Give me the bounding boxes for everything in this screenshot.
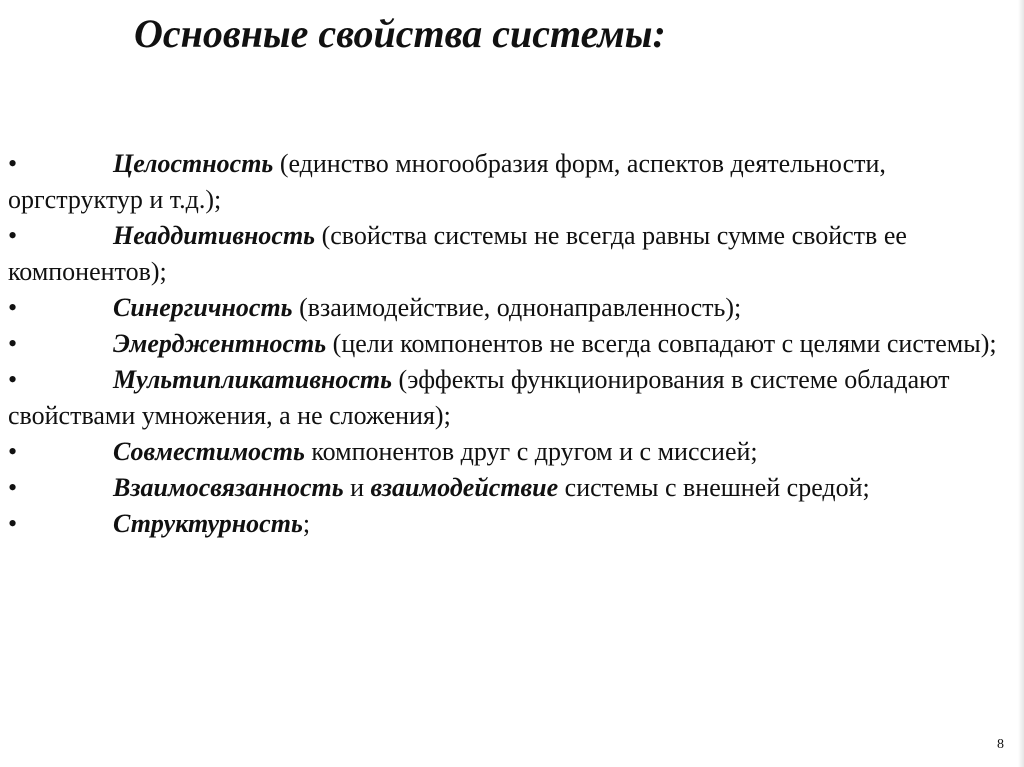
bullet-icon: • — [8, 293, 18, 322]
property-term: Мультипликативность — [113, 365, 393, 394]
property-description: компонентов друг с другом и с миссией; — [304, 437, 758, 466]
slide-title: Основные свойства системы: — [134, 11, 666, 56]
list-item — [8, 434, 1010, 470]
bullet-icon: • — [8, 365, 18, 394]
property-description: ; — [302, 509, 311, 538]
list-item — [8, 470, 1010, 506]
property-term: Взаимосвязанность — [113, 473, 344, 502]
property-term-secondary: взаимодействие — [370, 473, 559, 502]
list-item — [8, 362, 1010, 434]
property-description: (цели компонентов не всегда совпадают с целями системы); — [326, 329, 997, 358]
bullet-icon: • — [8, 149, 18, 178]
property-description: (свойства системы не всегда равны сумме свойств ее компонентов); — [8, 221, 907, 286]
property-description: (единство многообразия форм, аспектов деятельности, оргструктур и т.д.); — [8, 149, 886, 214]
property-term: Структурность — [113, 509, 303, 538]
bullet-icon: • — [8, 473, 18, 502]
page-number: 8 — [997, 737, 1004, 752]
property-term: Синергичность — [113, 293, 293, 322]
property-description: (эффекты функционирования в системе обладают свойствами умножения, а не сложения); — [8, 365, 950, 430]
bullet-icon: • — [8, 329, 18, 358]
property-description: (взаимодействие, однонаправленность); — [292, 293, 742, 322]
property-term: Совместимость — [113, 437, 305, 466]
property-description: системы с внешней средой; — [558, 473, 870, 502]
list-item — [8, 218, 1010, 290]
bullet-icon: • — [8, 509, 18, 538]
property-term: Неаддитивность — [113, 221, 316, 250]
list-item — [8, 326, 1010, 362]
bullet-icon: • — [8, 221, 18, 250]
list-item — [8, 146, 1010, 218]
list-item — [8, 290, 1010, 326]
list-item — [8, 506, 1010, 542]
properties-list — [8, 146, 1010, 542]
property-connector: и — [343, 473, 371, 502]
bullet-icon: • — [8, 437, 18, 466]
property-term: Целостность — [113, 149, 274, 178]
property-term: Эмерджентность — [113, 329, 327, 358]
